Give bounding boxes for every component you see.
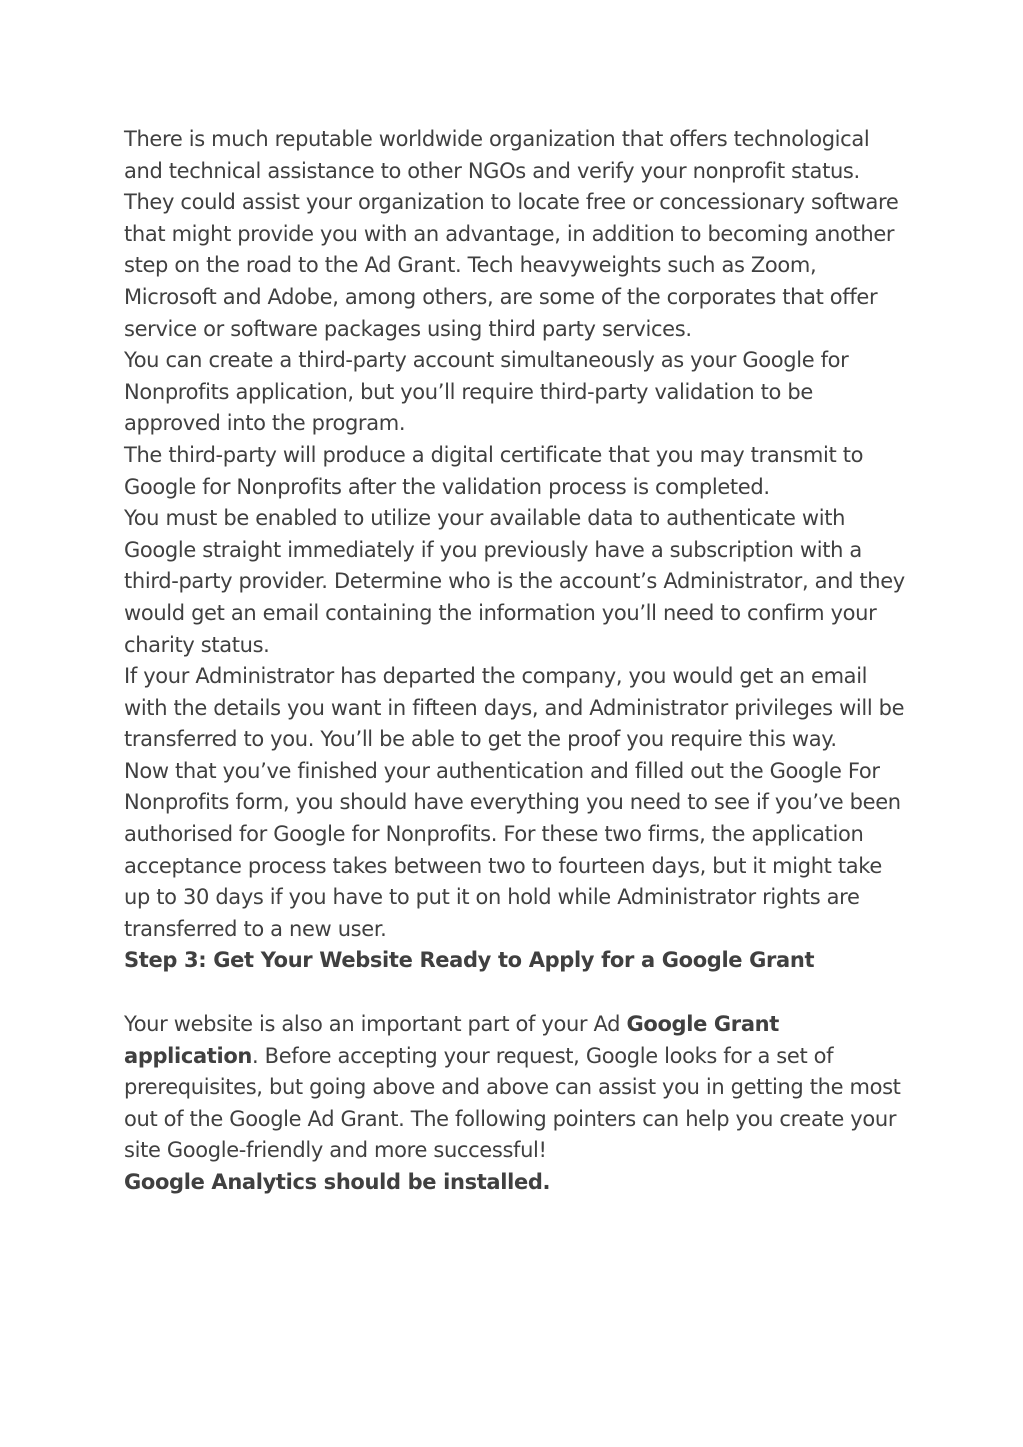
- paragraph-digital-certificate: The third-party will produce a digital certificate that you may transmit to Google for Nonprofits after the validation process is completed.: [124, 442, 864, 499]
- paragraph-existing-subscription: You must be enabled to utilize your available data to authenticate with Google straight immediately if you previously have a subscription with a third-party provider. Determine who is the account’s Administrator, and they would get an email containing the information you’ll need to confirm your charity status.: [124, 506, 905, 657]
- website-para-start: Your website is also an important part of your Ad: [124, 1012, 627, 1037]
- paragraph-administrator-departed: If your Administrator has departed the company, you would get an email with the details you want in fifteen days, and Administrator privileges will be transferred to you. You’ll be able to get the proof you require this way.: [124, 664, 905, 752]
- website-para-end: . Before accepting your request, Google looks for a set of prerequisites, but going above and above can assist you in getting the most out of the Google Ad Grant. The following pointers can help you create your site Google-friendly and more successful!: [124, 1043, 901, 1163]
- analytics-heading: Google Analytics should be installed.: [124, 1170, 551, 1194]
- google-grant-application-bold: Google Grant application: [124, 1012, 779, 1068]
- paragraph-authentication-finished: Now that you’ve finished your authentication and filled out the Google For Nonprofits form, you should have everything you need to see if you’ve been authorised for Google for Nonprofits. For these two firms, the application acceptance process takes between two to fourteen days, but it might take up to 30 days if you have to put it on hold while Administrator rights are transferred to a new user.: [124, 758, 901, 941]
- paragraph-third-party-account: You can create a third-party account simultaneously as your Google for Nonprofits application, but you’ll require third-party validation to be approved into the program.: [124, 348, 849, 436]
- paragraph-software-assistance: They could assist your organization to locate free or concessionary software that might provide you with an advantage, in addition to becoming another step on the road to the Ad Grant. Tech heavyweights such as Zoom, Microsoft and Adobe, among others, are some of the corporates that offer service or software packages using third party services.: [124, 190, 899, 341]
- step3-heading: Step 3: Get Your Website Ready to Apply for a Google Grant: [124, 948, 815, 973]
- paragraph-organizations: There is much reputable worldwide organization that offers technological and technical assistance to other NGOs and verify your nonprofit status.: [124, 127, 870, 183]
- document-page: [124, 124, 914, 1199]
- paragraph-website-importance: [124, 1009, 914, 1167]
